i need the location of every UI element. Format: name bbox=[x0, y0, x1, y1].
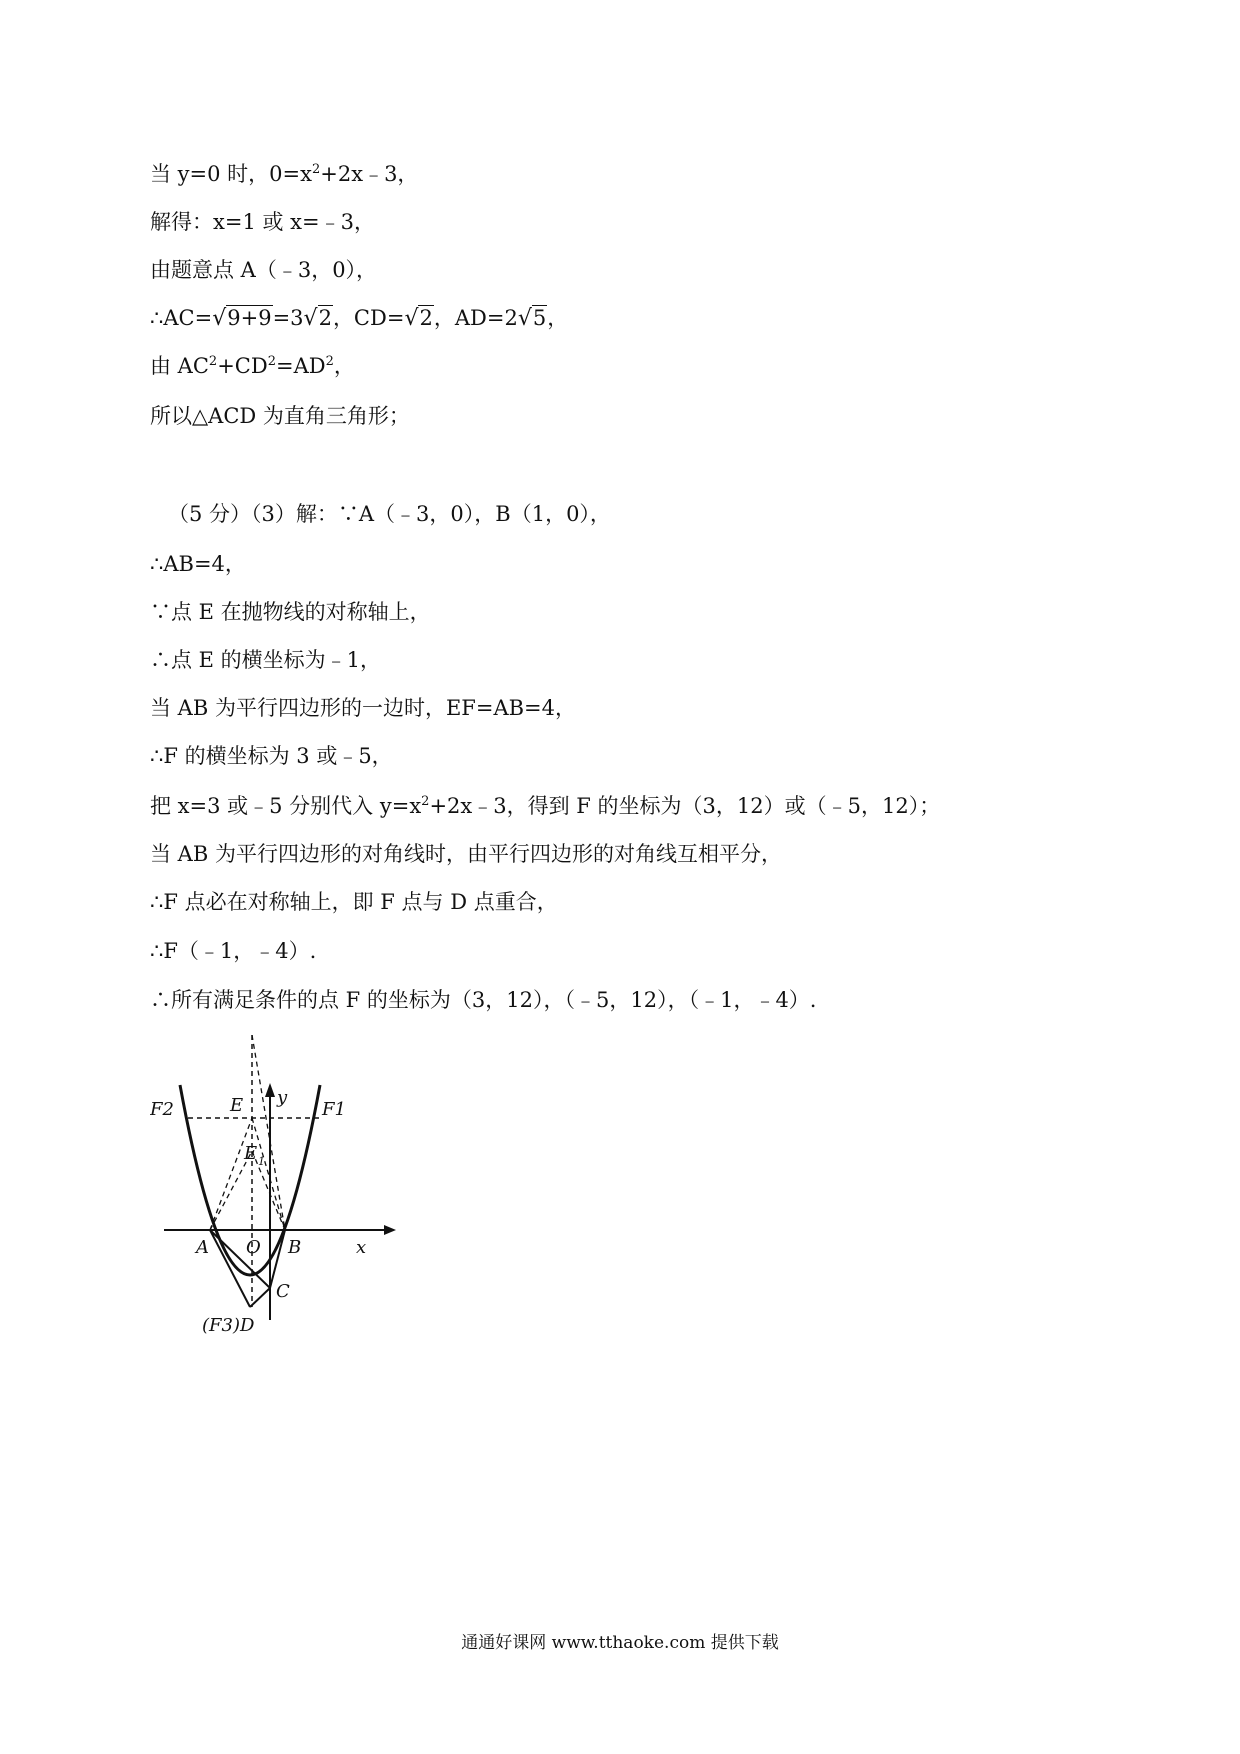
solution-line-7: （5 分）（3）解：∵A（﹣3，0），B（1，0）， bbox=[168, 502, 611, 526]
segment-d-c bbox=[250, 1288, 270, 1307]
sqrt-expression: √9+9 bbox=[212, 306, 272, 331]
x-axis-arrow-icon bbox=[384, 1225, 396, 1235]
sqrt-expression: √2 bbox=[303, 306, 332, 331]
solution-line-11: 当 AB 为平行四边形的一边时，EF=AB=4， bbox=[150, 696, 576, 720]
label-a: A bbox=[196, 1237, 209, 1258]
label-f2: F2 bbox=[150, 1099, 174, 1120]
parabola-diagram bbox=[150, 1035, 400, 1355]
label-f1: F1 bbox=[322, 1099, 346, 1120]
page-footer: 通通好课网 www.tthaoke.com 提供下载 bbox=[461, 1633, 779, 1653]
parabola-figure bbox=[150, 1035, 400, 1355]
solution-line-6: 所以△ACD 为直角三角形； bbox=[150, 404, 410, 428]
solution-line-10: ∴点 E 的横坐标为﹣1， bbox=[150, 648, 382, 672]
solution-line-17: ∴所有满足条件的点 F 的坐标为（3，12），（﹣5，12），（﹣1，﹣4）. bbox=[150, 988, 817, 1012]
dashed-line-a-e bbox=[210, 1118, 252, 1230]
segment-a-c bbox=[210, 1230, 270, 1288]
label-e: E bbox=[230, 1095, 244, 1116]
label-e1: E bbox=[244, 1143, 258, 1164]
solution-line-13: 把 x=3 或﹣5 分别代入 $y=x^2+2x﹣3$，得到 F 的坐标为（3，12）或（﹣5，12）； bbox=[150, 794, 941, 818]
solution-line-12: ∴F 的横坐标为 3 或﹣5， bbox=[150, 744, 393, 768]
label-o: O bbox=[246, 1237, 261, 1258]
segment-b-c bbox=[270, 1230, 285, 1288]
solution-line-9: ∵点 E 在抛物线的对称轴上， bbox=[150, 600, 431, 624]
solution-line-16: ∴F（﹣1，﹣4）. bbox=[150, 939, 317, 963]
label-f3-d: (F3)D bbox=[202, 1315, 255, 1336]
solution-line-15: ∴F 点必在对称轴上，即 F 点与 D 点重合， bbox=[150, 890, 558, 914]
label-y: y bbox=[277, 1087, 288, 1108]
dashed-line-top bbox=[252, 1035, 285, 1230]
sqrt-expression: √2 bbox=[404, 306, 433, 331]
label-x: x bbox=[356, 1237, 367, 1258]
label-b: B bbox=[288, 1237, 302, 1258]
solution-line-8: ∴AB=4， bbox=[150, 552, 246, 576]
y-axis-arrow-icon bbox=[265, 1083, 275, 1097]
solution-line-1: 当 y=0 时，$0=x^2+2x﹣3$， bbox=[150, 162, 419, 186]
solution-line-14: 当 AB 为平行四边形的对角线时，由平行四边形的对角线互相平分， bbox=[150, 842, 782, 866]
solution-line-4: ∴AC=√9+9=3√2，CD=√2，AD=2√5， bbox=[150, 306, 569, 331]
segment-a-d bbox=[210, 1230, 250, 1307]
label-c: C bbox=[276, 1281, 290, 1302]
sqrt-expression: √5 bbox=[517, 306, 547, 331]
solution-line-3: 由题意点 A（﹣3，0）， bbox=[150, 258, 378, 282]
solution-line-5: 由 $AC^2+CD^2=AD^2$， bbox=[150, 354, 355, 378]
solution-line-2: 解得：x=1 或 x=﹣3， bbox=[150, 210, 375, 234]
label-e1-subscript: 1 bbox=[258, 1155, 265, 1168]
